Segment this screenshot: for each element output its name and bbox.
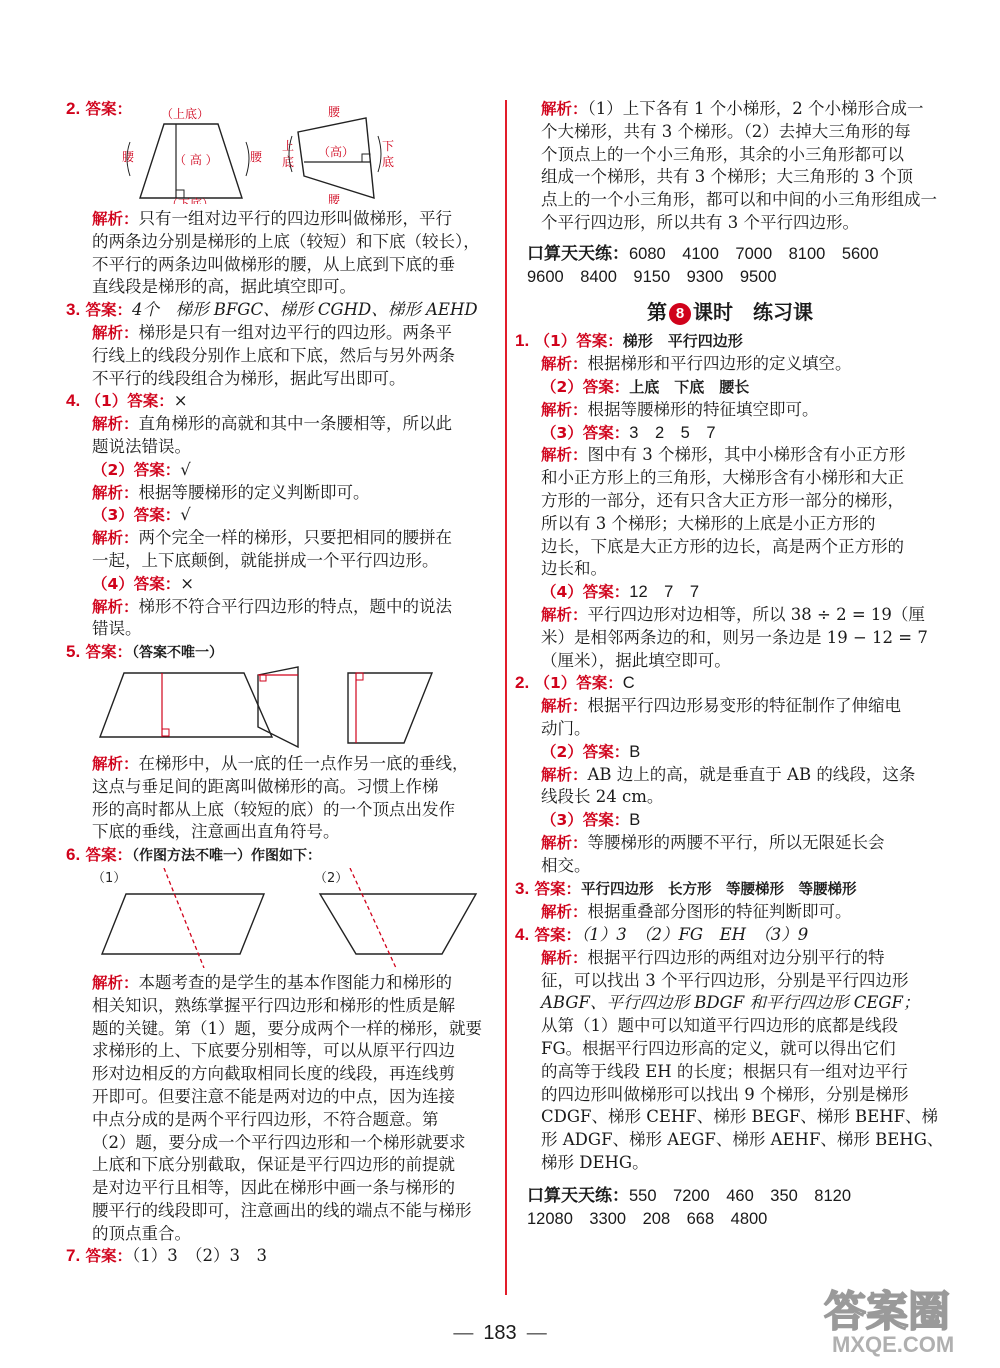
mental-math-label: 口算天天练： — [527, 1185, 629, 1206]
answer-tag: 答案： — [85, 100, 132, 118]
text-line: 梯形 DEHG。 — [541, 1153, 649, 1173]
text-line: 等腰梯形的两腰不平行，所以无限延长会 — [587, 832, 885, 852]
text-line: 是对边平行且相等，因此在梯形中画一条与梯形的 — [92, 1178, 455, 1198]
text-line: 错误。 — [92, 619, 142, 639]
answer-text: 4个 梯形 BFGC、梯形 CGHD、梯形 AEHD — [131, 300, 478, 320]
text-line: 图中有 3 个梯形，其中小梯形含有小正方形 — [587, 445, 906, 465]
fig2-left-label-1: 上 — [282, 139, 295, 153]
analysis-tag: 解析： — [541, 765, 588, 784]
text-line: 行线上的线段分别作上底和下底，然后与另外两条 — [92, 345, 455, 365]
right-column — [515, 98, 945, 1230]
answer-text: × — [180, 573, 195, 593]
text-line: 一起，上下底颠倒，就能拼成一个平行四边形。 — [92, 550, 439, 570]
answer-tag: 答案： — [85, 846, 132, 865]
text-line: 根据等腰梯形的定义判断即可。 — [138, 482, 370, 502]
figure-label-1: （1） — [92, 870, 127, 886]
answer-text: 3 2 5 7 — [629, 423, 716, 442]
answer-text: × — [173, 391, 188, 411]
text-line: 的两条边分别是梯形的上底（较短）和下底（较长）， — [92, 231, 480, 251]
footer-dash: — — [453, 1322, 474, 1344]
text-line: 不平行的线段组合为梯形，据此写出即可。 — [92, 368, 406, 388]
text-line: FG。根据平行四边形高的定义，就可以得出它们 — [541, 1039, 896, 1059]
question-5 — [66, 641, 498, 844]
height-drawing-figures — [66, 665, 498, 749]
text-line: 直角梯形的高就和其中一条腰相等，所以此 — [138, 414, 453, 434]
question-number: 6. — [66, 845, 81, 865]
answer-text: （作图方法不唯一）作图如下： — [131, 848, 321, 865]
question-number: 2. — [515, 673, 530, 693]
text-line: （1）上下各有 1 个小梯形，2 个小梯形合成一 — [587, 99, 924, 118]
text-line: 梯形不符合平行四边形的特点，题中的说法 — [138, 596, 453, 616]
mental-math-row: 550 7200 460 350 8120 — [629, 1186, 852, 1205]
text-line: 线段长 24 cm。 — [541, 787, 664, 807]
answer-text: C — [622, 674, 635, 693]
text-line: 动门。 — [541, 718, 591, 738]
text-line: 和小正方形上的三角形，大梯形含有小梯形和大正 — [541, 468, 904, 488]
text-line: 本题考查的是学生的基本作图能力和梯形的 — [138, 972, 453, 992]
answer-text: （答案不唯一） — [131, 645, 223, 662]
answer-tag: （2）答案： — [541, 742, 630, 761]
answer-tag: （4）答案： — [92, 574, 181, 593]
fig1-bottom-label: （下底） — [166, 197, 215, 204]
text-line: 梯形是只有一组对边平行的四边形。两条平 — [138, 322, 453, 342]
mental-math-row: 12080 3300 208 668 4800 — [527, 1209, 768, 1228]
answer-tag: 答案： — [85, 643, 132, 662]
text-line: 个顶点上的一个小三角形，其余的小三角形都可以 — [541, 144, 904, 164]
question-2 — [66, 98, 498, 299]
lesson-prefix: 第 — [647, 300, 667, 325]
text-line: 的高等于线段 EH 的长度；根据只有一组对边平行 — [541, 1061, 908, 1081]
question-number: 7. — [66, 1246, 81, 1266]
answer-text: B — [629, 742, 641, 761]
answer-tag: 答案： — [85, 1247, 132, 1266]
mental-math-label: 口算天天练： — [527, 243, 629, 264]
text-line: 题说法错误。 — [92, 436, 191, 456]
column-divider — [505, 100, 507, 1295]
left-column — [66, 98, 498, 1268]
text-line: 开即可。但要注意不能是两对边的中点，因为连接 — [92, 1086, 455, 1106]
answer-text: √ — [180, 505, 191, 525]
fig2-height-label: （高） — [318, 145, 355, 159]
answer-tag: （1）答案： — [534, 332, 623, 351]
text-line: 在梯形中，从一底的任一点作另一底的垂线， — [138, 753, 469, 773]
analysis-tag: 解析： — [541, 948, 588, 967]
answer-text: 12 7 7 — [629, 583, 700, 602]
text-line: AB 边上的高，就是垂直于 AB 的线段，这条 — [587, 764, 916, 784]
analysis-tag: 解析： — [541, 355, 588, 374]
question-3-right — [515, 878, 945, 925]
answer-tag: 答案： — [85, 301, 132, 320]
text-line: 根据等腰梯形的特征填空即可。 — [587, 399, 819, 419]
analysis-tag: 解析： — [92, 529, 139, 548]
fig1-height-label: （ 高 ） — [174, 153, 218, 167]
text-line: 平行四边形对边相等，所以 38 ÷ 2 = 19（厘 — [587, 604, 925, 624]
analysis-tag: 解析： — [92, 415, 139, 434]
question-2-right — [515, 672, 945, 877]
analysis-tag: 解析： — [92, 210, 139, 228]
answer-text: 平行四边形 长方形 等腰梯形 等腰梯形 — [580, 880, 857, 898]
trapezoid-figures — [66, 106, 498, 204]
analysis-tag: 解析： — [92, 483, 139, 502]
answer-tag: （2）答案： — [541, 377, 630, 396]
text-line: 这点与垂足间的距离叫做梯形的高。习惯上作梯 — [92, 776, 439, 796]
text-line: 不平行的两条边叫做梯形的腰，从上底到下底的垂 — [92, 254, 455, 274]
question-4 — [66, 390, 498, 641]
text-line: 根据平行四边形的两组对边分别平行的特 — [587, 947, 885, 967]
text-line: 边长，下底是大正方形的边长，高是两个正方形的 — [541, 536, 904, 556]
answer-tag: （3）答案： — [541, 423, 630, 442]
watermark-logo — [816, 1278, 986, 1358]
text-line: 两个完全一样的梯形，只要把相同的腰拼在 — [138, 528, 453, 548]
answer-tag: （3）答案： — [92, 506, 181, 525]
text-line: 直线段是梯形的高，据此填空即可。 — [92, 277, 356, 297]
text-line: 下底的垂线，注意画出直角符号。 — [92, 822, 340, 842]
text-line: 根据梯形和平行四边形的定义填空。 — [587, 354, 852, 374]
fig1-top-label: （上底） — [161, 107, 210, 121]
text-line: 求梯形的上、下底要分别相等，可以从原平行四边 — [92, 1041, 455, 1061]
analysis-tag: 解析： — [541, 605, 588, 624]
text-line: 题的关键。第（1）题，要分成两个一样的梯形，就要 — [92, 1018, 482, 1038]
text-line: CDGF、梯形 CEHF、梯形 BEGF、梯形 BEHF、梯 — [541, 1107, 939, 1127]
text-line: 边长和。 — [541, 559, 607, 579]
text-line: 所以有 3 个梯形；大梯形的上底是小正方形的 — [541, 513, 876, 533]
mental-math-row: 9600 8400 9150 9300 9500 — [527, 267, 777, 286]
mental-math-2 — [515, 1185, 945, 1231]
analysis-tag: 解析： — [541, 100, 588, 118]
text-line: 征，可以找出 3 个平行四边形，分别是平行四边形 — [541, 970, 909, 990]
analysis-tag: 解析： — [541, 697, 588, 716]
text-line: 形 ADGF、梯形 AEGF、梯形 AEHF、梯形 BEHG、 — [541, 1130, 944, 1150]
text-line: 组成一个梯形，共有 3 个梯形；大三角形的 3 个顶 — [541, 167, 913, 187]
answer-text: √ — [180, 459, 191, 479]
answer-tag: （4）答案： — [541, 583, 630, 602]
analysis-tag: 解析： — [541, 833, 588, 852]
question-7 — [66, 1245, 498, 1268]
fig1-left-label: 腰 — [122, 150, 135, 164]
text-line: 点上的一个小三角形，都可以和中间的小三角形组成一 — [541, 190, 937, 210]
question-number: 3. — [515, 878, 530, 898]
analysis-tag: 解析： — [92, 597, 139, 616]
answer-text: 梯形 平行四边形 — [622, 332, 743, 351]
text-line: 相关知识，熟练掌握平行四边形和梯形的性质是解 — [92, 995, 455, 1015]
analysis-tag: 解析： — [92, 754, 139, 773]
text-line: 形对边相反的方向截取相同长度的线段，再连线剪 — [92, 1064, 455, 1084]
page-number: 183 — [483, 1322, 517, 1344]
text-line: 米）是相邻两条边的和，则另一条边是 19 − 12 = 7 — [541, 627, 928, 647]
question-number: 4. — [515, 925, 530, 945]
question-number: 1. — [515, 331, 530, 351]
lesson-number-badge: 8 — [669, 303, 691, 325]
analysis-tag: 解析： — [92, 323, 139, 342]
text-line: 只有一组对边平行的四边形叫做梯形，平行 — [138, 209, 453, 228]
text-line: 个平行四边形，所以共有 3 个平行四边形。 — [541, 212, 859, 232]
analysis-tag: 解析： — [92, 973, 139, 992]
mental-math-row: 6080 4100 7000 8100 5600 — [629, 244, 879, 263]
answer-tag: （1）答案： — [85, 392, 174, 411]
analysis-tag: 解析： — [541, 446, 588, 465]
text-line: 从第（1）题中可以知道平行四边形的底都是线段 — [541, 1016, 898, 1036]
figure-label-2: （2） — [314, 870, 349, 886]
fig2-left-label-2: 底 — [282, 155, 295, 169]
text-line: 的顶点重合。 — [92, 1223, 191, 1243]
text-line: 的四边形叫做梯形可以找出 9 个梯形，分别是梯形 — [541, 1084, 909, 1104]
fig2-right-label-2: 底 — [382, 155, 395, 169]
text-line: ABGF、平行四边形 BDGF 和平行四边形 CEGF； — [541, 993, 920, 1013]
fig2-bottom-label: 腰 — [328, 193, 341, 204]
question-1 — [515, 330, 945, 672]
answer-tag: （1）答案： — [534, 674, 623, 693]
answer-tag: （3）答案： — [541, 811, 630, 830]
lesson-title — [515, 294, 945, 330]
question-3 — [66, 299, 498, 390]
answer-text: （1）3 （2）3 3 — [131, 1246, 267, 1266]
text-line: 腰平行的线段即可，注意画出的线的端点不能与梯形 — [92, 1200, 472, 1220]
answer-tag: （2）答案： — [92, 460, 181, 479]
text-line: 相交。 — [541, 855, 591, 875]
question-number: 3. — [66, 300, 81, 320]
watermark-text: 答案圈 — [824, 1287, 951, 1336]
cutting-figures — [66, 868, 498, 968]
text-line: 根据重叠部分图形的特征判断即可。 — [587, 902, 852, 922]
text-line: （2）题，要分成一个平行四边形和一个梯形就要求 — [92, 1132, 466, 1152]
fig2-right-label-1: 下 — [382, 139, 395, 153]
question-number: 2. — [66, 99, 81, 118]
fig2-top-label: 腰 — [328, 106, 341, 119]
text-line: （厘米），据此填空即可。 — [541, 650, 731, 670]
text-line: 中点分成的是两个平行四边形，不符合题意。第 — [92, 1109, 439, 1129]
question-number: 4. — [66, 391, 81, 411]
mental-math-1 — [515, 243, 945, 289]
fig1-right-label: 腰 — [250, 150, 263, 164]
lesson-suffix: 课时 练习课 — [693, 300, 813, 325]
text-line: 根据平行四边形易变形的特征制作了伸缩电 — [587, 696, 902, 716]
text-line: 上底和下底分别截取，保证是平行四边形的前提就 — [92, 1155, 455, 1175]
footer-dash: — — [526, 1322, 547, 1344]
watermark-url: MXQE.COM — [832, 1332, 955, 1357]
analysis-tag: 解析： — [541, 903, 588, 922]
previous-analysis — [515, 98, 945, 235]
answer-text: （1）3 （2）FG EH （3）9 — [580, 925, 809, 945]
text-line: 个大梯形，共有 3 个梯形。（2）去掉大三角形的每 — [541, 121, 911, 141]
text-line: 形的高时都从上底（较短的底）的一个顶点出发作 — [92, 799, 455, 819]
answer-tag: 答案： — [534, 879, 581, 898]
answer-text: B — [629, 811, 641, 830]
answer-text: 上底 下底 腰长 — [629, 377, 750, 396]
question-6 — [66, 844, 498, 1245]
answer-tag: 答案： — [534, 926, 581, 945]
question-4-right — [515, 924, 945, 1175]
text-line: 方形的一部分，还有只含大正方形一部分的梯形， — [541, 490, 904, 510]
question-number: 5. — [66, 642, 81, 662]
analysis-tag: 解析： — [541, 400, 588, 419]
